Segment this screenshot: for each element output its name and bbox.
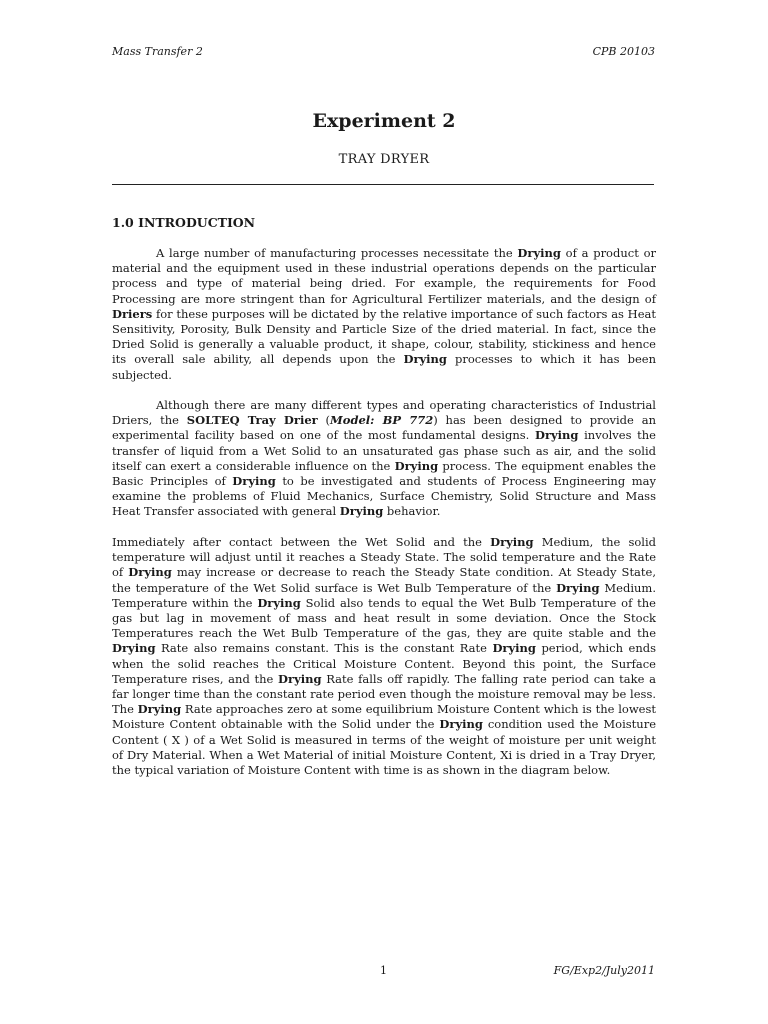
running-header-code: CPB 20103 <box>592 45 655 58</box>
paragraph-2: Although there are many different types and operating characteristics of Industrial Driers, the SOLTEQ Tray Drier (Model: BP 772) has been designed to provide an experimental facility based on one of the most fundamental designs. Drying involves the transfer of liquid from a Wet Solid to an unsaturated gas phase such as air, and the solid itself can exert a considerable influence on the Drying process. The equipment enables the Basic Principles of Drying to be investigated and students of Process Engineering may examine the problems of Fluid Mechanics, Surface Chemistry, Solid Structure and Mass Heat Transfer associated with general Drying behavior. <box>112 398 656 519</box>
page-title: Experiment 2 <box>312 110 456 132</box>
paragraph-3: Immediately after contact between the Wet Solid and the Drying Medium, the solid temperature will adjust until it reaches a Steady State. The solid temperature and the Rate of Drying may increase or decrease to reach the Steady State condition. At Steady State, the temperature of the Wet Solid surface is Wet Bulb Temperature of the Drying Medium. Temperature within the Drying Solid also tends to equal the Wet Bulb Temperature of the gas but lag in movement of mass and heat result in some deviation. Once the Stock Temperatures reach the Wet Bulb Temperature of the gas, they are quite stable and the Drying Rate also remains constant. This is the constant Rate Drying period, which ends when the solid reaches the Critical Moisture Content. Beyond this point, the Surface Temperature rises, and the Drying Rate falls off rapidly. The falling rate period can take a far longer time than the constant rate period even though the moisture removal may be less. The Drying Rate approaches zero at some equilibrium Moisture Content which is the lowest Moisture Content obtainable with the Solid under the Drying condition used the Moisture Content ( X ) of a Wet Solid is measured in terms of the weight of moisture per unit weight of Dry Material. When a Wet Material of initial Moisture Content, Xi is dried in a Tray Dryer, the typical variation of Moisture Content with time is as shown in the diagram below. <box>112 535 656 778</box>
section-heading: 1.0 INTRODUCTION <box>112 215 256 230</box>
paragraph-1: A large number of manufacturing processes necessitate the Drying of a product or material and the equipment used in these industrial operations depends on the particular process and type of material being dried. For example, the requirements for Food Processing are more stringent than for Agricultural Fertilizer materials, and the design of Driers for these purposes will be dictated by the relative importance of such factors as Heat Sensitivity, Porosity, Bulk Density and Particle Size of the dried material. In fact, since the Dried Solid is generally a valuable product, it shape, colour, stability, stickiness and hence its overall sale ability, all depends upon the Drying processes to which it has been subjected. <box>112 246 656 382</box>
footer-code: FG/Exp2/July2011 <box>553 964 655 977</box>
page-subtitle: TRAY DRYER <box>338 152 430 167</box>
running-header-course: Mass Transfer 2 <box>112 45 203 58</box>
title-divider <box>112 184 654 185</box>
page-number: 1 <box>380 964 387 977</box>
